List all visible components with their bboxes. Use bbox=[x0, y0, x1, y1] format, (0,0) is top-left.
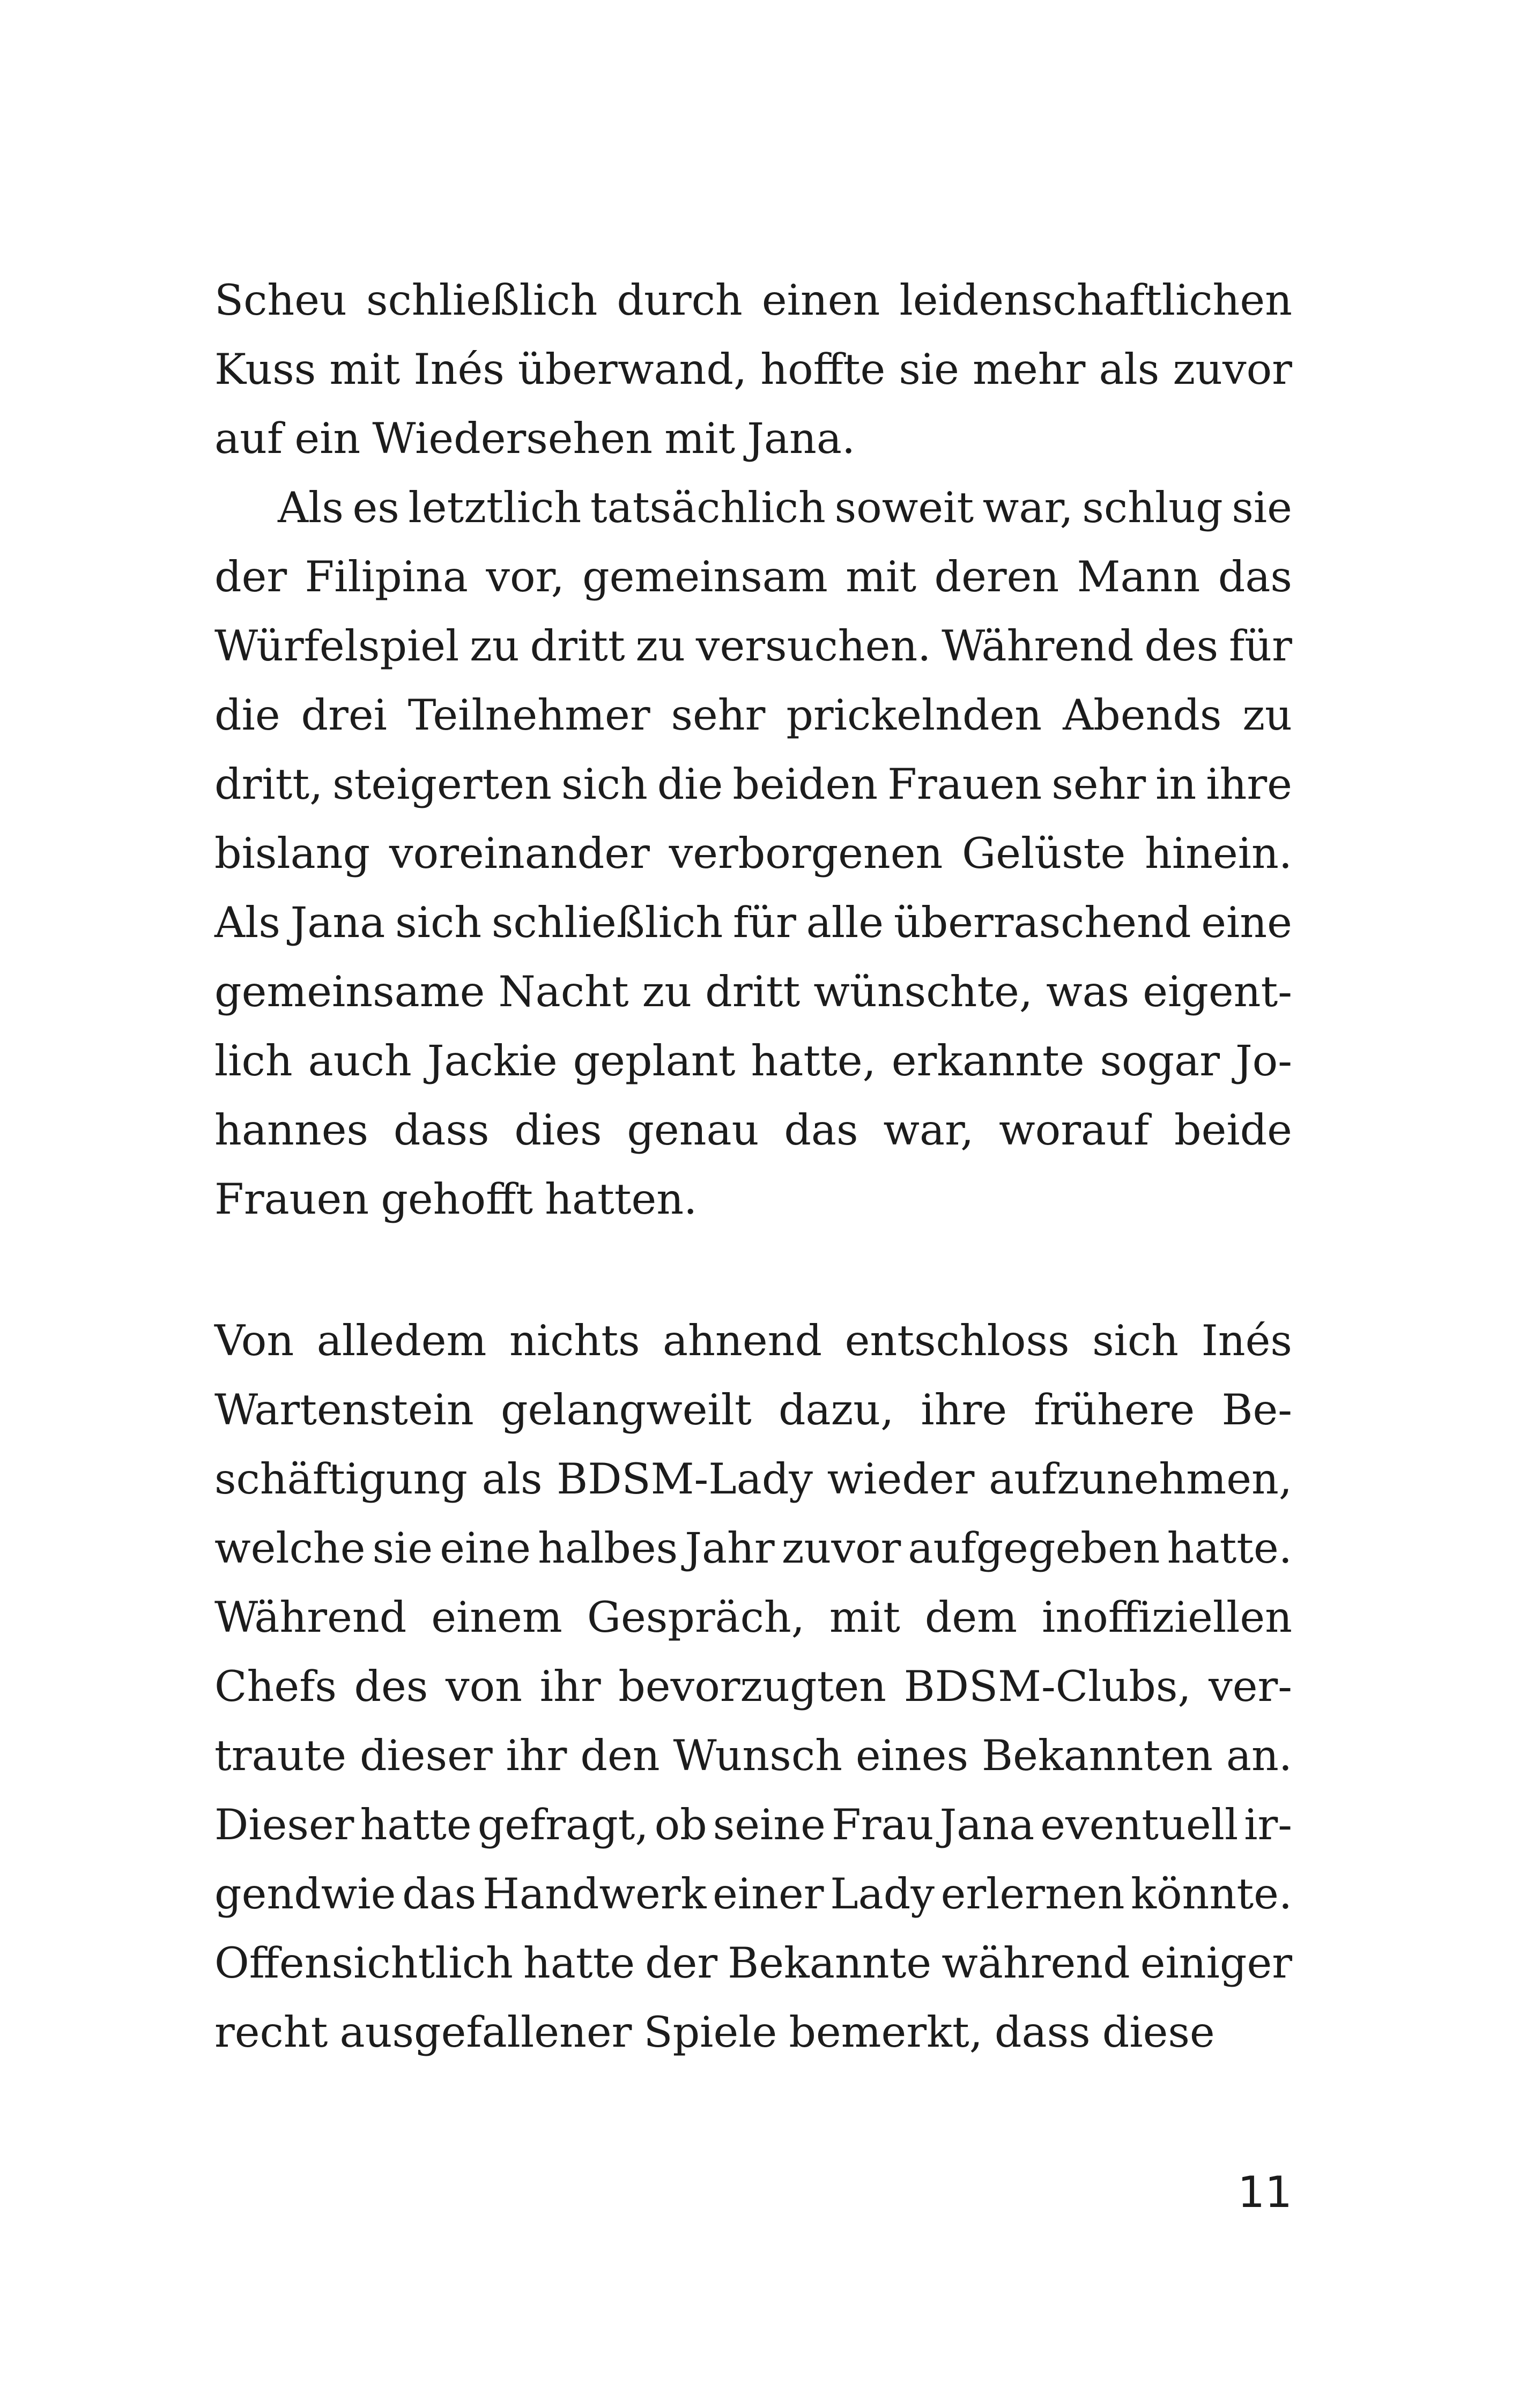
text-line: Dieser hatte gefragt, ob seine Frau Jana eventuell ir- bbox=[214, 1800, 1292, 1849]
text-section-1 bbox=[214, 266, 1292, 1234]
text-line: lich auch Jackie geplant hatte, erkannte sogar Jo- bbox=[214, 1036, 1292, 1086]
text-line: die drei Teilnehmer sehr prickelnden Abends zu bbox=[214, 690, 1292, 740]
paragraph-1 bbox=[214, 266, 1292, 473]
text-section-2 bbox=[214, 1306, 1292, 2067]
text-line: gemeinsame Nacht zu dritt wünschte, was eigent- bbox=[214, 967, 1292, 1016]
text-line: der Filipina vor, gemeinsam mit deren Mann das bbox=[214, 552, 1292, 601]
text-line: Während einem Gespräch, mit dem inoffiziellen bbox=[214, 1593, 1292, 1642]
text-line: Wartenstein gelangweilt dazu, ihre frühere Be- bbox=[214, 1385, 1292, 1435]
paragraph-2 bbox=[214, 473, 1292, 1234]
text-line: welche sie eine halbes Jahr zuvor aufgegeben hatte. bbox=[214, 1523, 1292, 1573]
text-line: Scheu schließlich durch einen leidenschaftlichen bbox=[214, 276, 1292, 325]
text-line: Als Jana sich schließlich für alle überraschend eine bbox=[214, 898, 1292, 947]
page-number: 11 bbox=[1238, 2167, 1292, 2217]
text-line: schäftigung als BDSM-Lady wieder aufzunehmen, bbox=[214, 1454, 1292, 1504]
text-line: recht ausgefallener Spiele bemerkt, dass diese bbox=[214, 2008, 1215, 2057]
text-line: Offensichtlich hatte der Bekannte während einiger bbox=[214, 1938, 1292, 1988]
text-line: Kuss mit Inés überwand, hoffte sie mehr als zuvor bbox=[214, 345, 1292, 394]
text-line: hannes dass dies genau das war, worauf beide bbox=[214, 1105, 1292, 1155]
text-line: Würfelspiel zu dritt zu versuchen. Während des für bbox=[214, 621, 1292, 671]
text-line: traute dieser ihr den Wunsch eines Bekannten an. bbox=[214, 1731, 1292, 1780]
text-line: auf ein Wiedersehen mit Jana. bbox=[214, 414, 856, 463]
text-line: Von alledem nichts ahnend entschloss sich Inés bbox=[214, 1316, 1292, 1365]
text-line: Chefs des von ihr bevorzugten BDSM-Clubs, ver- bbox=[214, 1662, 1292, 1711]
paragraph-3 bbox=[214, 1306, 1292, 2067]
text-line: gendwie das Handwerk einer Lady erlernen könnte. bbox=[214, 1869, 1292, 1919]
text-line: Als es letztlich tatsächlich soweit war, schlug sie bbox=[278, 483, 1292, 532]
text-line: Frauen gehofft hatten. bbox=[214, 1175, 698, 1224]
text-line: dritt, steigerten sich die beiden Frauen sehr in ihre bbox=[214, 760, 1292, 809]
text-line: bislang voreinander verborgenen Gelüste hinein. bbox=[214, 829, 1292, 878]
